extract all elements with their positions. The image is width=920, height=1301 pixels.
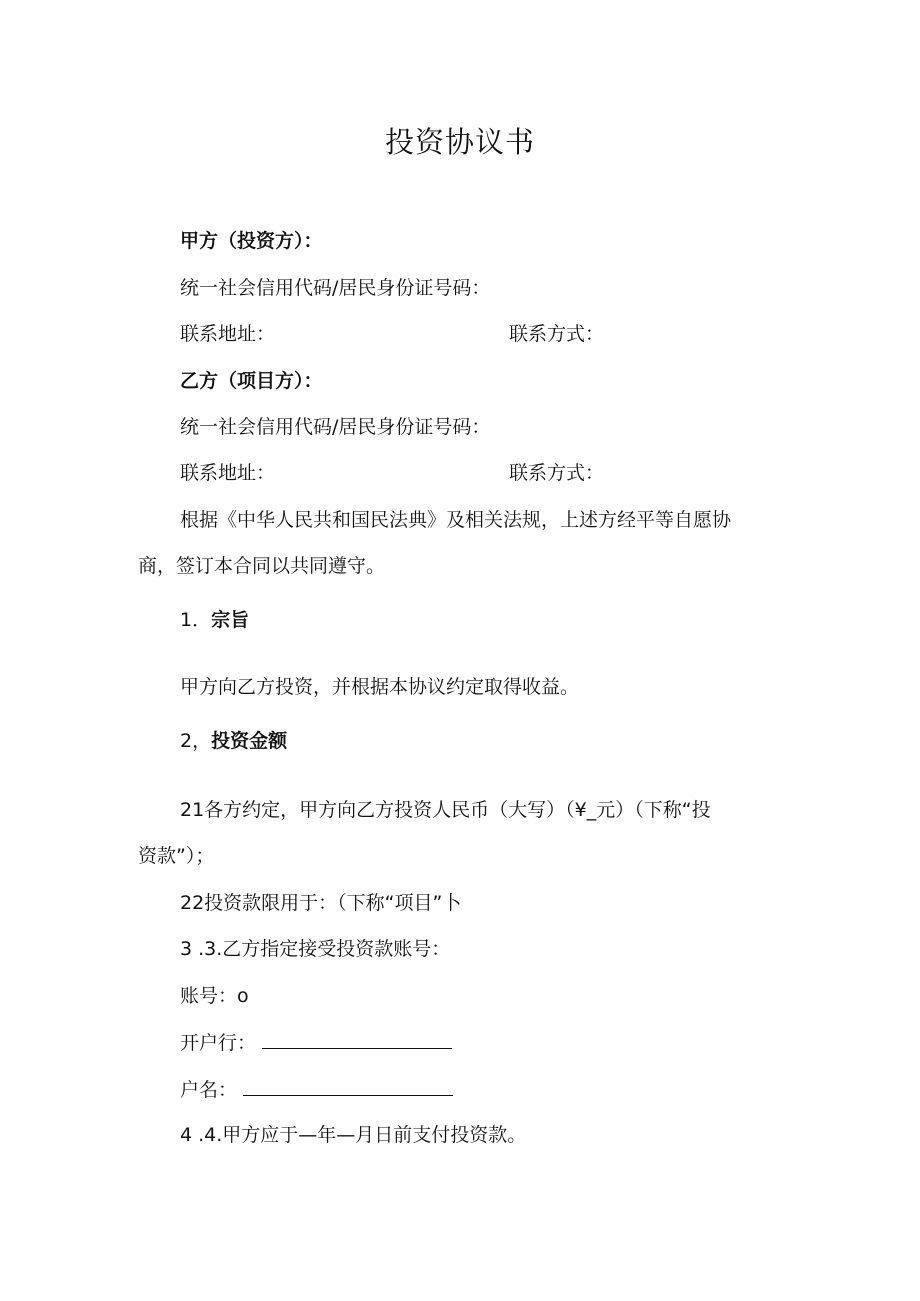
- section-2-number: 2，: [180, 730, 212, 752]
- party-b-address-label: 联系地址：: [180, 462, 276, 484]
- holder-label: 户名：: [180, 1079, 238, 1101]
- preamble-line-1: 根据《中华人民共和国民法典》及相关法规，上述方经平等自愿协: [180, 509, 732, 531]
- bank-blank-line: [262, 1030, 452, 1049]
- account-number-label: 账号：o: [180, 985, 249, 1007]
- party-a-heading: 甲方（投资方）：: [180, 230, 323, 252]
- clause-2-2: 22投资款限用于：（下称“项目”卜: [180, 892, 462, 914]
- section-1-title: 宗旨: [211, 609, 250, 631]
- section-2-title: 投资金额: [211, 730, 288, 752]
- bank-line: [180, 1030, 452, 1055]
- section-1-heading: [180, 608, 249, 632]
- clause-2-3: 3 .3.乙方指定接受投资款账号：: [180, 938, 451, 960]
- party-b-contact-label: 联系方式：: [509, 462, 605, 484]
- holder-line: [180, 1077, 453, 1102]
- party-b-heading: 乙方（项目方）：: [180, 370, 323, 392]
- clause-2-1-line-2: 资款”）；: [138, 845, 215, 867]
- party-a-id-label: 统一社会信用代码/居民身份证号码：: [180, 277, 491, 299]
- party-a-address-label: 联系地址：: [180, 323, 276, 345]
- party-b-id-label: 统一社会信用代码/居民身份证号码：: [180, 416, 491, 438]
- document-title: 投资协议书: [384, 125, 535, 159]
- section-1-body: 甲方向乙方投资，并根据本协议约定取得收益。: [180, 676, 580, 698]
- party-a-contact-label: 联系方式：: [509, 323, 605, 345]
- clause-2-1-line-1: 21各方约定，甲方向乙方投资人民币（大写）（¥_元）（下称“投: [180, 799, 711, 821]
- preamble-line-2: 商，签订本合同以共同遵守。: [138, 555, 386, 577]
- section-2-heading: [180, 729, 287, 753]
- clause-2-4: 4 .4.甲方应于—年—月日前支付投资款。: [180, 1124, 527, 1146]
- section-1-number: 1．: [180, 609, 212, 631]
- bank-label: 开户行：: [180, 1032, 257, 1054]
- holder-blank-line: [243, 1077, 453, 1096]
